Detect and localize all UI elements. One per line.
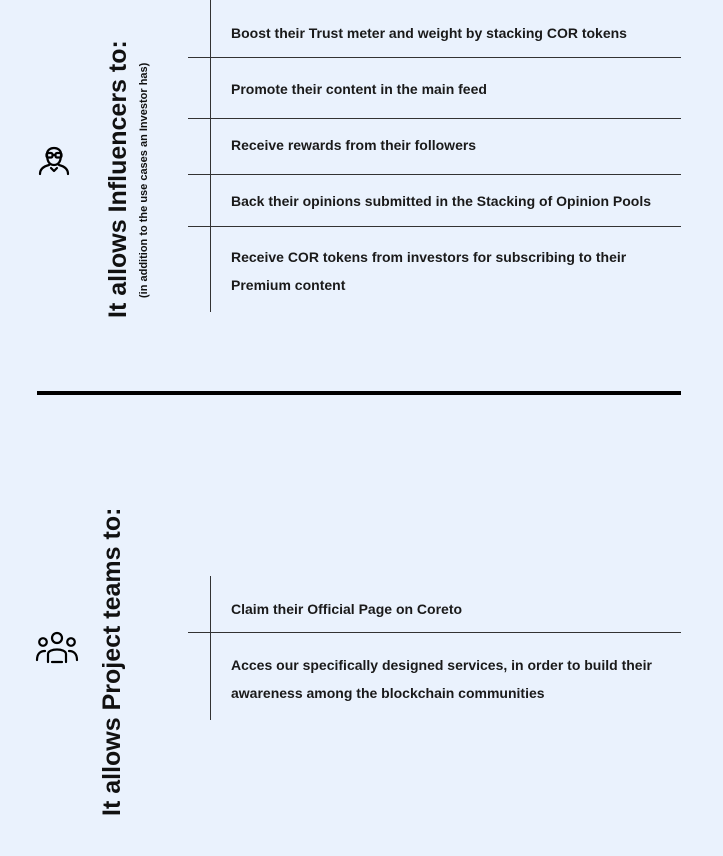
influencer-item-2: Promote their content in the main feed xyxy=(231,81,487,97)
project-teams-vertical-rule xyxy=(210,576,211,720)
row-separator xyxy=(188,118,681,119)
influencer-item-3: Receive rewards from their followers xyxy=(231,137,477,153)
influencer-item-1: Boost their Trust meter and weight by stacking COR tokens xyxy=(231,25,627,41)
section-divider xyxy=(37,391,681,395)
person-with-glasses-icon xyxy=(36,140,72,176)
project-item-2: Acces our specifically designed services, in order to build their awareness among the blockchain communities xyxy=(231,657,652,701)
influencer-item-4: Back their opinions submitted in the Stacking of Opinion Pools xyxy=(231,193,652,209)
project-item-1: Claim their Official Page on Coreto xyxy=(231,601,463,617)
influencers-subtitle: (in addition to the use cases an Investor has) xyxy=(138,62,150,298)
row-separator xyxy=(188,57,681,58)
influencers-title: It allows Influencers to: xyxy=(104,40,132,318)
project-teams-title: It allows Project teams to: xyxy=(98,507,126,816)
row-separator xyxy=(188,632,681,633)
influencers-vertical-rule xyxy=(210,0,211,312)
row-separator xyxy=(188,174,681,175)
row-separator xyxy=(188,226,681,227)
team-group-icon xyxy=(35,630,79,664)
influencer-item-5: Receive COR tokens from investors for subscribing to their Premium content xyxy=(231,249,627,293)
